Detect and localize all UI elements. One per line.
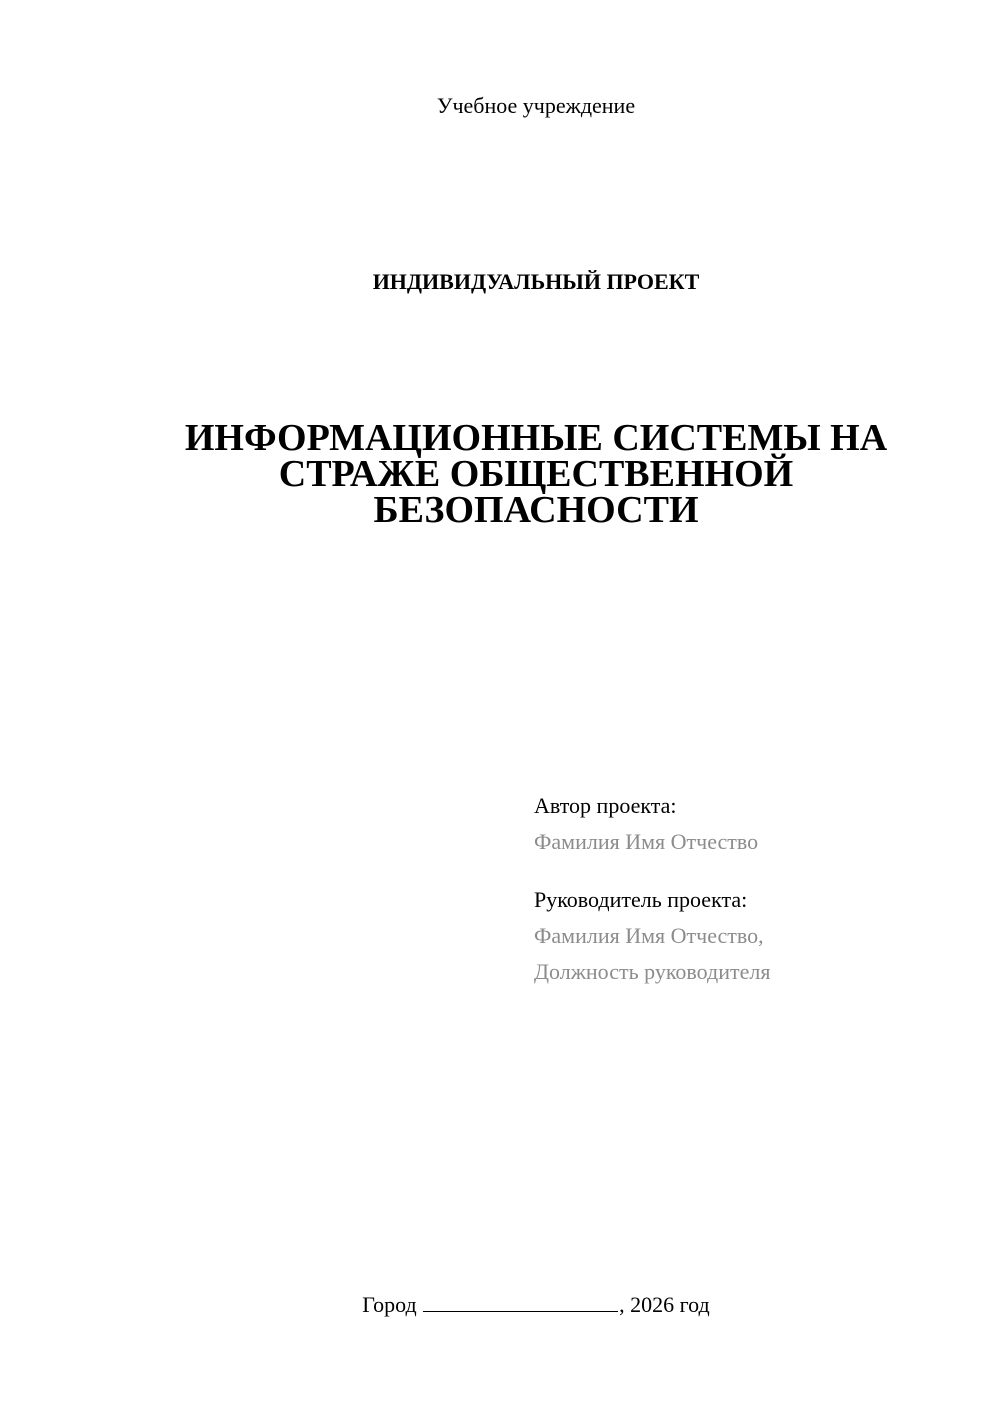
- project-info-block: [534, 788, 974, 990]
- supervisor-position-placeholder: Должность руководителя: [534, 959, 771, 984]
- supervisor-label: Руководитель проекта:: [534, 887, 748, 912]
- author-name-placeholder: Фамилия Имя Отчество: [534, 829, 759, 854]
- institution-name: Учебное учреждение: [436, 93, 636, 118]
- year-text: , 2026 год: [619, 1292, 710, 1317]
- city-label: Город: [362, 1292, 417, 1317]
- document-type: ИНДИВИДУАЛЬНЫЙ ПРОЕКТ: [372, 269, 700, 294]
- city-blank-line: [423, 1291, 618, 1312]
- supervisor-section: [534, 882, 974, 990]
- city-year-line: [0, 1290, 1000, 1320]
- author-label: Автор проекта:: [534, 793, 677, 818]
- project-title-line: БЕЗОПАСНОСТИ: [373, 489, 699, 531]
- supervisor-name-placeholder: Фамилия Имя Отчество,: [534, 923, 764, 948]
- project-title-line: ИНФОРМАЦИОННЫЕ СИСТЕМЫ НА: [184, 417, 888, 459]
- project-title: [0, 417, 1000, 531]
- author-section: [534, 788, 974, 860]
- project-title-line: СТРАЖЕ ОБЩЕСТВЕННОЙ: [278, 453, 794, 495]
